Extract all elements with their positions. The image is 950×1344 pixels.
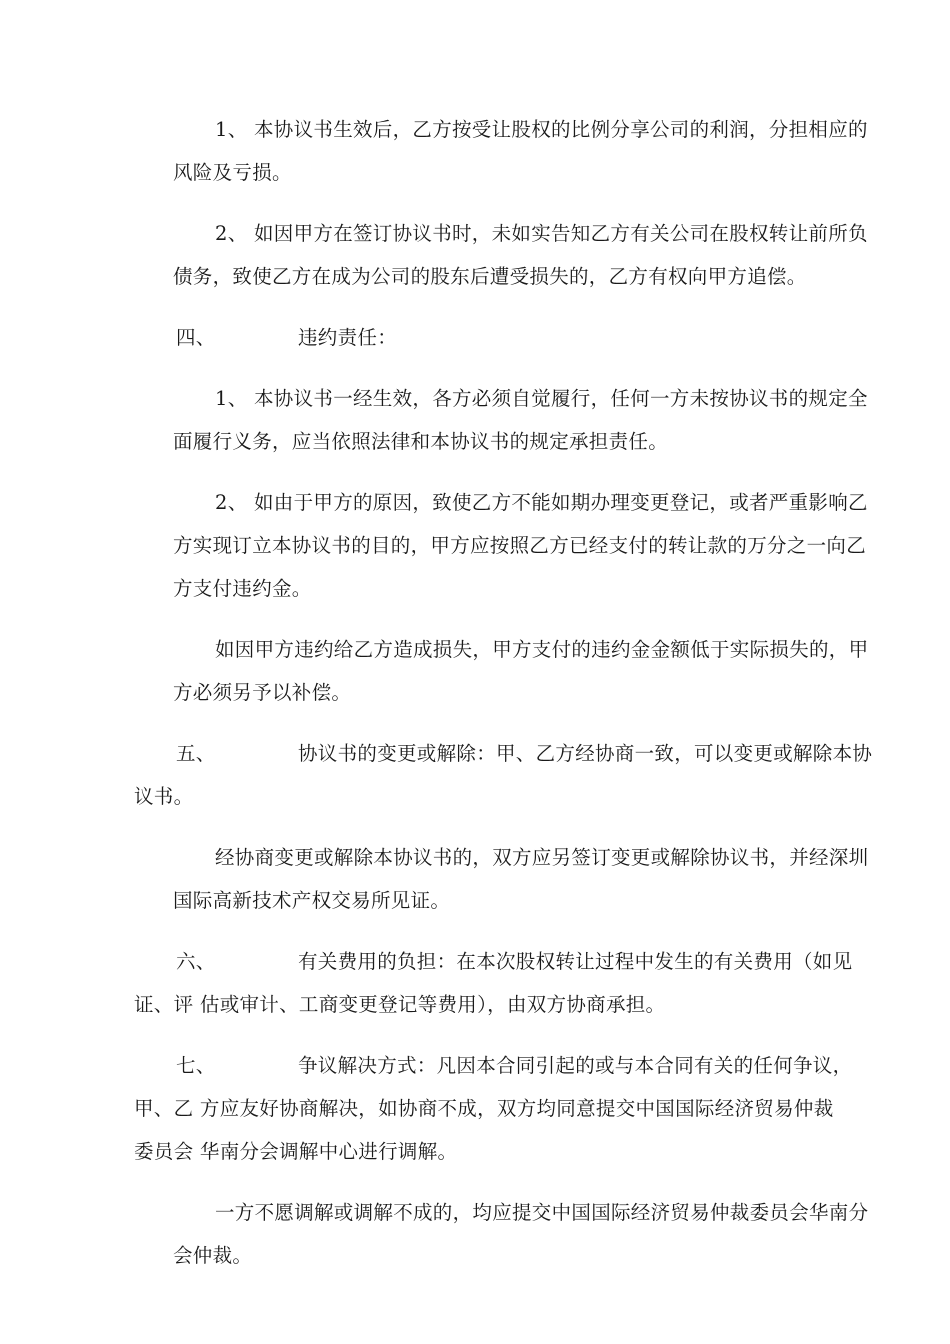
paragraph-3 — [134, 377, 868, 463]
section-number: 五、 — [176, 742, 216, 765]
section-number: 七、 — [176, 1054, 216, 1077]
document-page — [134, 108, 873, 1295]
section-number: 六、 — [176, 950, 216, 973]
paragraph-line: 委员会 华南分会调解中心进行调解。 — [134, 1140, 458, 1163]
paragraph-line: 面履行义务，应当依照法律和本协议书的规定承担责任。 — [173, 430, 669, 453]
section-heading-7 — [134, 1044, 853, 1173]
paragraph-line: 如因甲方违约给乙方造成损失，甲方支付的违约金金额低于实际损失的，甲 — [215, 638, 869, 661]
paragraph-line: 1、 本协议书生效后，乙方按受让股权的比例分享公司的利润，分担相应的 — [215, 118, 868, 141]
section-heading-6 — [134, 940, 853, 1026]
paragraph-line: 2、 如由于甲方的原因，致使乙方不能如期办理变更登记，或者严重影响乙 — [215, 491, 868, 514]
paragraph-line: 会仲裁。 — [173, 1244, 253, 1267]
section-title: 违约责任： — [298, 326, 398, 349]
paragraph-line: 议书。 — [134, 785, 194, 808]
paragraph-7 — [134, 1191, 869, 1277]
paragraph-line: 方实现订立本协议书的目的，甲方应按照乙方已经支付的转让款的万分之一向乙 — [173, 534, 867, 557]
section-title: 争议解决方式：凡因本合同引起的或与本合同有关的任何争议， — [298, 1054, 853, 1077]
paragraph-6 — [134, 836, 869, 922]
section-heading-4 — [134, 316, 824, 359]
section-title: 协议书的变更或解除：甲、乙方经协商一致，可以变更或解除本协 — [298, 742, 873, 765]
paragraph-line: 风险及亏损。 — [173, 161, 292, 184]
paragraph-line: 国际高新技术产权交易所见证。 — [173, 889, 451, 912]
paragraph-line: 方支付违约金。 — [173, 577, 312, 600]
paragraph-line: 证、评 估或审计、工商变更登记等费用），由双方协商承担。 — [134, 993, 666, 1016]
paragraph-2 — [134, 212, 868, 298]
paragraph-line: 债务，致使乙方在成为公司的股东后遭受损失的，乙方有权向甲方追偿。 — [173, 265, 807, 288]
paragraph-1 — [134, 108, 868, 194]
paragraph-line: 方必须另予以补偿。 — [173, 681, 352, 704]
paragraph-line: 2、 如因甲方在签订协议书时，未如实告知乙方有关公司在股权转让前所负 — [215, 222, 868, 245]
paragraph-5 — [134, 628, 869, 714]
section-title: 有关费用的负担：在本次股权转让过程中发生的有关费用（如见 — [298, 950, 853, 973]
section-number: 四、 — [176, 326, 216, 349]
paragraph-line: 甲、乙 方应友好协商解决，如协商不成，双方均同意提交中国国际经济贸易仲裁 — [134, 1097, 834, 1120]
paragraph-4 — [134, 481, 868, 610]
paragraph-line: 经协商变更或解除本协议书的，双方应另签订变更或解除协议书，并经深圳 — [215, 846, 869, 869]
section-heading-5 — [134, 732, 873, 818]
paragraph-line: 一方不愿调解或调解不成的，均应提交中国国际经济贸易仲裁委员会华南分 — [215, 1201, 869, 1224]
paragraph-line: 1、 本协议书一经生效，各方必须自觉履行，任何一方未按协议书的规定全 — [215, 387, 868, 410]
